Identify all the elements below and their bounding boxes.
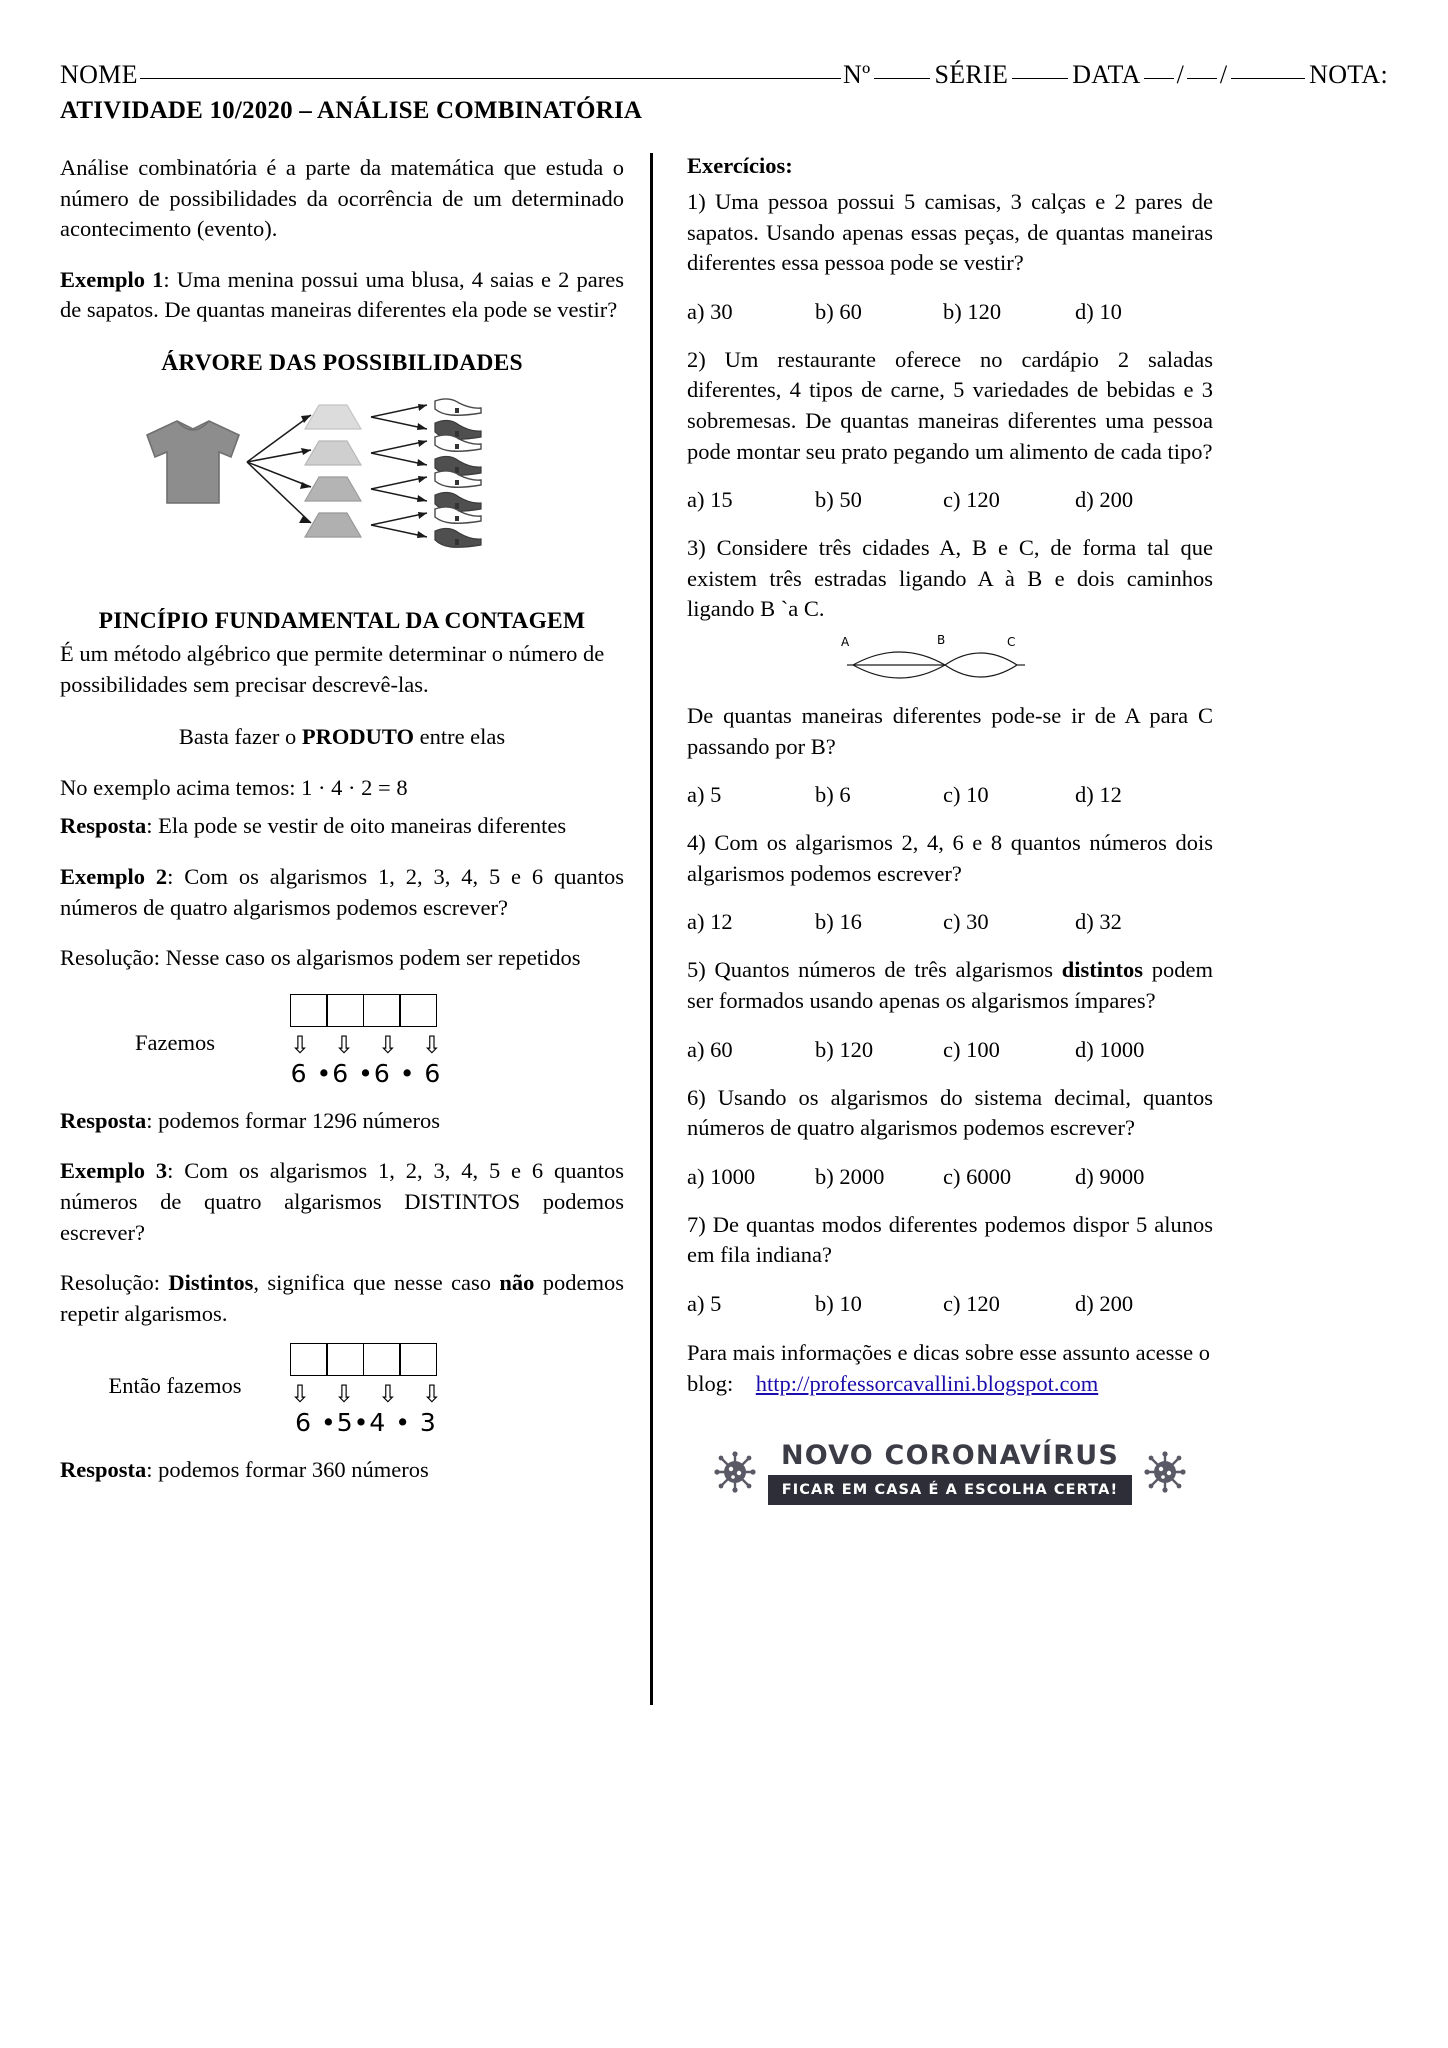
abc-graph-diagram — [687, 633, 1213, 685]
digit-box — [326, 994, 364, 1027]
exemplo-2-label: Exemplo 2 — [60, 863, 168, 889]
boxes-diagram-repeated — [60, 994, 624, 1088]
down-arrow-icon: ⇩ — [421, 1380, 442, 1409]
option-d[interactable]: d) 12 — [1075, 782, 1122, 808]
graph-label-c: C — [1007, 634, 1016, 649]
option-c[interactable]: c) 120 — [943, 487, 1000, 513]
exercise-5-bold: distintos — [1061, 957, 1144, 983]
resposta-1-text: : Ela pode se vestir de oito maneiras diferentes — [146, 813, 567, 839]
digit-box — [399, 1343, 437, 1376]
resposta-3-text: : podemos formar 360 números — [146, 1457, 429, 1483]
exercise-7-text: 7) De quantas modos diferentes podemos dispor 5 alunos em fila indiana? — [687, 1211, 1213, 1268]
option-a[interactable]: a) 30 — [687, 298, 733, 324]
option-c[interactable]: c) 6000 — [943, 1163, 1012, 1189]
produto-expression-1: 6 •6 •6 • 6 — [290, 1058, 442, 1088]
down-arrow-icon: ⇩ — [333, 1380, 355, 1409]
exercise-5-text-pre: 5) Quantos números de três algarismos — [687, 957, 1062, 983]
graph-label-b: B — [937, 632, 946, 647]
exercise-5-text — [687, 955, 1213, 1016]
tree-section-title: ÁRVORE DAS POSSIBILIDADES — [161, 349, 523, 376]
shoe-icon-dark-4 — [435, 528, 481, 547]
option-c[interactable]: b) 120 — [943, 298, 1002, 324]
student-info-header — [60, 60, 1388, 90]
banner-title: NOVO CORONAVÍRUS — [780, 1439, 1120, 1471]
option-a[interactable]: a) 15 — [687, 487, 733, 513]
entao-fazemos-label: Então fazemos — [108, 1373, 242, 1399]
resolucao-2-paragraph: Resolução: Nesse caso os algarismos podem ser repetidos — [60, 945, 581, 971]
option-d[interactable]: d) 32 — [1075, 909, 1122, 935]
down-arrow-icon: ⇩ — [421, 1030, 442, 1059]
exercise-5-options — [687, 1037, 1213, 1063]
possibilities-tree-diagram — [60, 395, 624, 600]
intro-paragraph: Análise combinatória é a parte da matemática que estuda o número de possibilidades da ocorrência de um determinado acontecimento (evento). — [60, 155, 624, 242]
option-c[interactable]: c) 30 — [943, 909, 989, 935]
exercise-3-options — [687, 782, 1213, 808]
resolucao-3-paragraph — [60, 1268, 624, 1329]
data-day-blank[interactable] — [1144, 78, 1174, 79]
digit-box — [399, 994, 437, 1027]
serie-label: SÉRIE — [934, 60, 1009, 89]
graph-label-a: A — [841, 634, 850, 649]
right-column — [653, 153, 1213, 1713]
option-b[interactable]: b) 120 — [815, 1036, 874, 1062]
produto-pre: Basta fazer o — [178, 724, 302, 750]
exercise-3-text: 3) Considere três cidades A, B e C, de forma tal que existem três estradas ligando A à B e dois caminhos ligando B `a C. — [687, 535, 1213, 622]
exercise-1-options — [687, 299, 1213, 325]
option-a[interactable]: a) 5 — [687, 1290, 722, 1316]
digit-box — [326, 1343, 364, 1376]
blog-link[interactable]: http://professorcavallini.blogspot.com — [755, 1371, 1099, 1397]
resposta-1-line — [60, 811, 624, 842]
resolucao-3-mid: , significa que nesse caso — [253, 1270, 500, 1296]
digit-boxes-2 — [290, 1343, 442, 1376]
exercise-4-text: 4) Com os algarismos 2, 4, 6 e 8 quantos números dois algarismos podemos escrever? — [687, 830, 1213, 886]
option-a[interactable]: a) 60 — [687, 1036, 733, 1062]
resolucao-3-bold-nao: não — [499, 1270, 535, 1296]
option-a[interactable]: a) 5 — [687, 782, 722, 808]
down-arrows-2 — [290, 1380, 442, 1409]
produto-bold: PRODUTO — [301, 724, 414, 750]
fazemos-label: Fazemos — [135, 1029, 215, 1055]
left-column — [60, 153, 650, 1713]
numero-label: Nº — [843, 60, 871, 89]
option-c[interactable]: c) 100 — [943, 1036, 1000, 1062]
option-b[interactable]: b) 60 — [815, 298, 862, 324]
produto-line — [60, 722, 624, 753]
resolucao-3-bold-distintos: Distintos — [168, 1270, 254, 1296]
option-c[interactable]: c) 120 — [943, 1290, 1000, 1316]
blog-text: Para mais informações e dicas sobre esse assunto acesse o blog: — [687, 1339, 1210, 1397]
pfc-paragraph: É um método algébrico que permite determinar o número de possibilidades sem precisar descrevê-las. — [60, 640, 605, 697]
virus-icon — [714, 1451, 756, 1493]
data-label: DATA — [1072, 60, 1141, 89]
down-arrow-icon: ⇩ — [290, 1030, 311, 1059]
skirt-icon-2 — [305, 441, 361, 465]
option-b[interactable]: b) 16 — [815, 909, 862, 935]
option-b[interactable]: b) 10 — [815, 1290, 862, 1316]
exercise-2-options — [687, 487, 1213, 513]
option-a[interactable]: a) 1000 — [687, 1163, 756, 1189]
digit-box — [363, 994, 401, 1027]
exemplo-3-paragraph — [60, 1156, 624, 1248]
data-month-blank[interactable] — [1187, 78, 1217, 79]
resposta-2-label: Resposta — [60, 1107, 147, 1133]
exercise-7-options — [687, 1291, 1213, 1317]
exemplo-3-text: : Com os algarismos 1, 2, 3, 4, 5 e 6 quantos números de quatro algarismos DISTINTOS podemos escrever? — [60, 1158, 624, 1245]
data-sep-1: / — [1176, 60, 1184, 89]
down-arrow-icon: ⇩ — [377, 1030, 399, 1059]
calc-line: No exemplo acima temos: 1 · 4 · 2 = 8 — [60, 774, 408, 800]
down-arrow-icon: ⇩ — [290, 1380, 311, 1409]
digit-box — [290, 1343, 328, 1376]
exercise-1-text: 1) Uma pessoa possui 5 camisas, 3 calças e 2 pares de sapatos. Usando apenas essas peças, de quantas maneiras diferentes essa pessoa pode se vestir? — [687, 189, 1213, 276]
exercise-5-text-post: podem ser formados usando apenas os algarismos ímpares? — [687, 957, 1213, 1013]
exercise-2-text: 2) Um restaurante oferece no cardápio 2 saladas diferentes, 4 tipos de carne, 5 variedades de bebidas e 3 sobremesas. De quantas maneiras diferentes uma pessoa pode montar seu prato pegando um alimento de cada tipo? — [687, 346, 1213, 464]
resposta-1-label: Resposta — [60, 813, 147, 839]
option-a[interactable]: a) 12 — [687, 909, 733, 935]
resolucao-3-pre: Resolução: — [60, 1270, 169, 1296]
blog-paragraph — [687, 1337, 1213, 1400]
down-arrows-1 — [290, 1030, 442, 1059]
produto-expression-2: 6 •5•4 • 3 — [295, 1408, 437, 1438]
option-d[interactable]: d) 1000 — [1075, 1036, 1145, 1062]
exemplo-1-label: Exemplo 1 — [60, 266, 164, 292]
option-b[interactable]: b) 50 — [815, 487, 862, 513]
nome-label: NOME — [60, 60, 138, 89]
nota-label: NOTA: — [1309, 60, 1388, 89]
resposta-2-text: : podemos formar 1296 números — [146, 1107, 440, 1133]
exemplo-3-label: Exemplo 3 — [60, 1158, 168, 1184]
resposta-2-line — [60, 1106, 624, 1137]
tshirt-icon — [147, 421, 239, 503]
resolucao-3-post: podemos repetir algarismos. — [60, 1270, 624, 1326]
resposta-3-label: Resposta — [60, 1457, 147, 1483]
exercise-6-options — [687, 1164, 1213, 1190]
skirt-icon-3 — [305, 477, 361, 501]
option-c[interactable]: c) 10 — [943, 782, 989, 808]
pfc-section-title: PINCÍPIO FUNDAMENTAL DA CONTAGEM — [98, 607, 586, 634]
exemplo-1-text: : Uma menina possui uma blusa, 4 saias e 2 pares de sapatos. De quantas maneiras diferentes ela pode se vestir? — [60, 266, 624, 323]
digit-boxes-1 — [290, 994, 442, 1027]
down-arrow-icon: ⇩ — [377, 1380, 399, 1409]
exemplo-1-paragraph — [60, 265, 624, 326]
virus-icon — [1144, 1451, 1186, 1493]
exercicios-title: Exercícios: — [687, 153, 793, 178]
exercise-3-text-2: De quantas maneiras diferentes pode-se ir de A para C passando por B? — [687, 702, 1213, 759]
resposta-3-line — [60, 1455, 624, 1486]
exemplo-2-text: : Com os algarismos 1, 2, 3, 4, 5 e 6 quantos números de quatro algarismos podemos escrever? — [60, 863, 624, 920]
digit-box — [290, 994, 328, 1027]
option-d[interactable]: d) 200 — [1075, 487, 1134, 513]
option-b[interactable]: b) 2000 — [815, 1163, 885, 1189]
exemplo-2-paragraph — [60, 862, 624, 923]
option-d[interactable]: d) 10 — [1075, 298, 1122, 324]
skirt-icon-4 — [305, 513, 361, 537]
banner-subtitle: FICAR EM CASA É A ESCOLHA CERTA! — [768, 1475, 1132, 1505]
digit-box — [363, 1343, 401, 1376]
exercise-4-options — [687, 909, 1213, 935]
exercise-6-text: 6) Usando os algarismos do sistema decimal, quantos números de quatro algarismos podemos escrever? — [687, 1084, 1213, 1141]
shoe-icon-light-1 — [435, 399, 481, 415]
option-b[interactable]: b) 6 — [815, 782, 851, 808]
coronavirus-banner — [687, 1440, 1213, 1505]
data-sep-2: / — [1219, 60, 1228, 89]
serie-blank[interactable] — [1012, 78, 1068, 79]
data-year-blank[interactable] — [1231, 78, 1305, 79]
option-d[interactable]: d) 200 — [1075, 1290, 1134, 1316]
boxes-diagram-distinct — [60, 1343, 624, 1437]
page-title: ATIVIDADE 10/2020 – ANÁLISE COMBINATÓRIA — [60, 97, 643, 124]
down-arrow-icon: ⇩ — [333, 1030, 355, 1059]
skirt-icon-1 — [305, 405, 361, 429]
nome-blank[interactable] — [140, 78, 841, 79]
produto-post: entre elas — [413, 724, 506, 750]
numero-blank[interactable] — [874, 78, 930, 79]
option-d[interactable]: d) 9000 — [1075, 1163, 1145, 1189]
